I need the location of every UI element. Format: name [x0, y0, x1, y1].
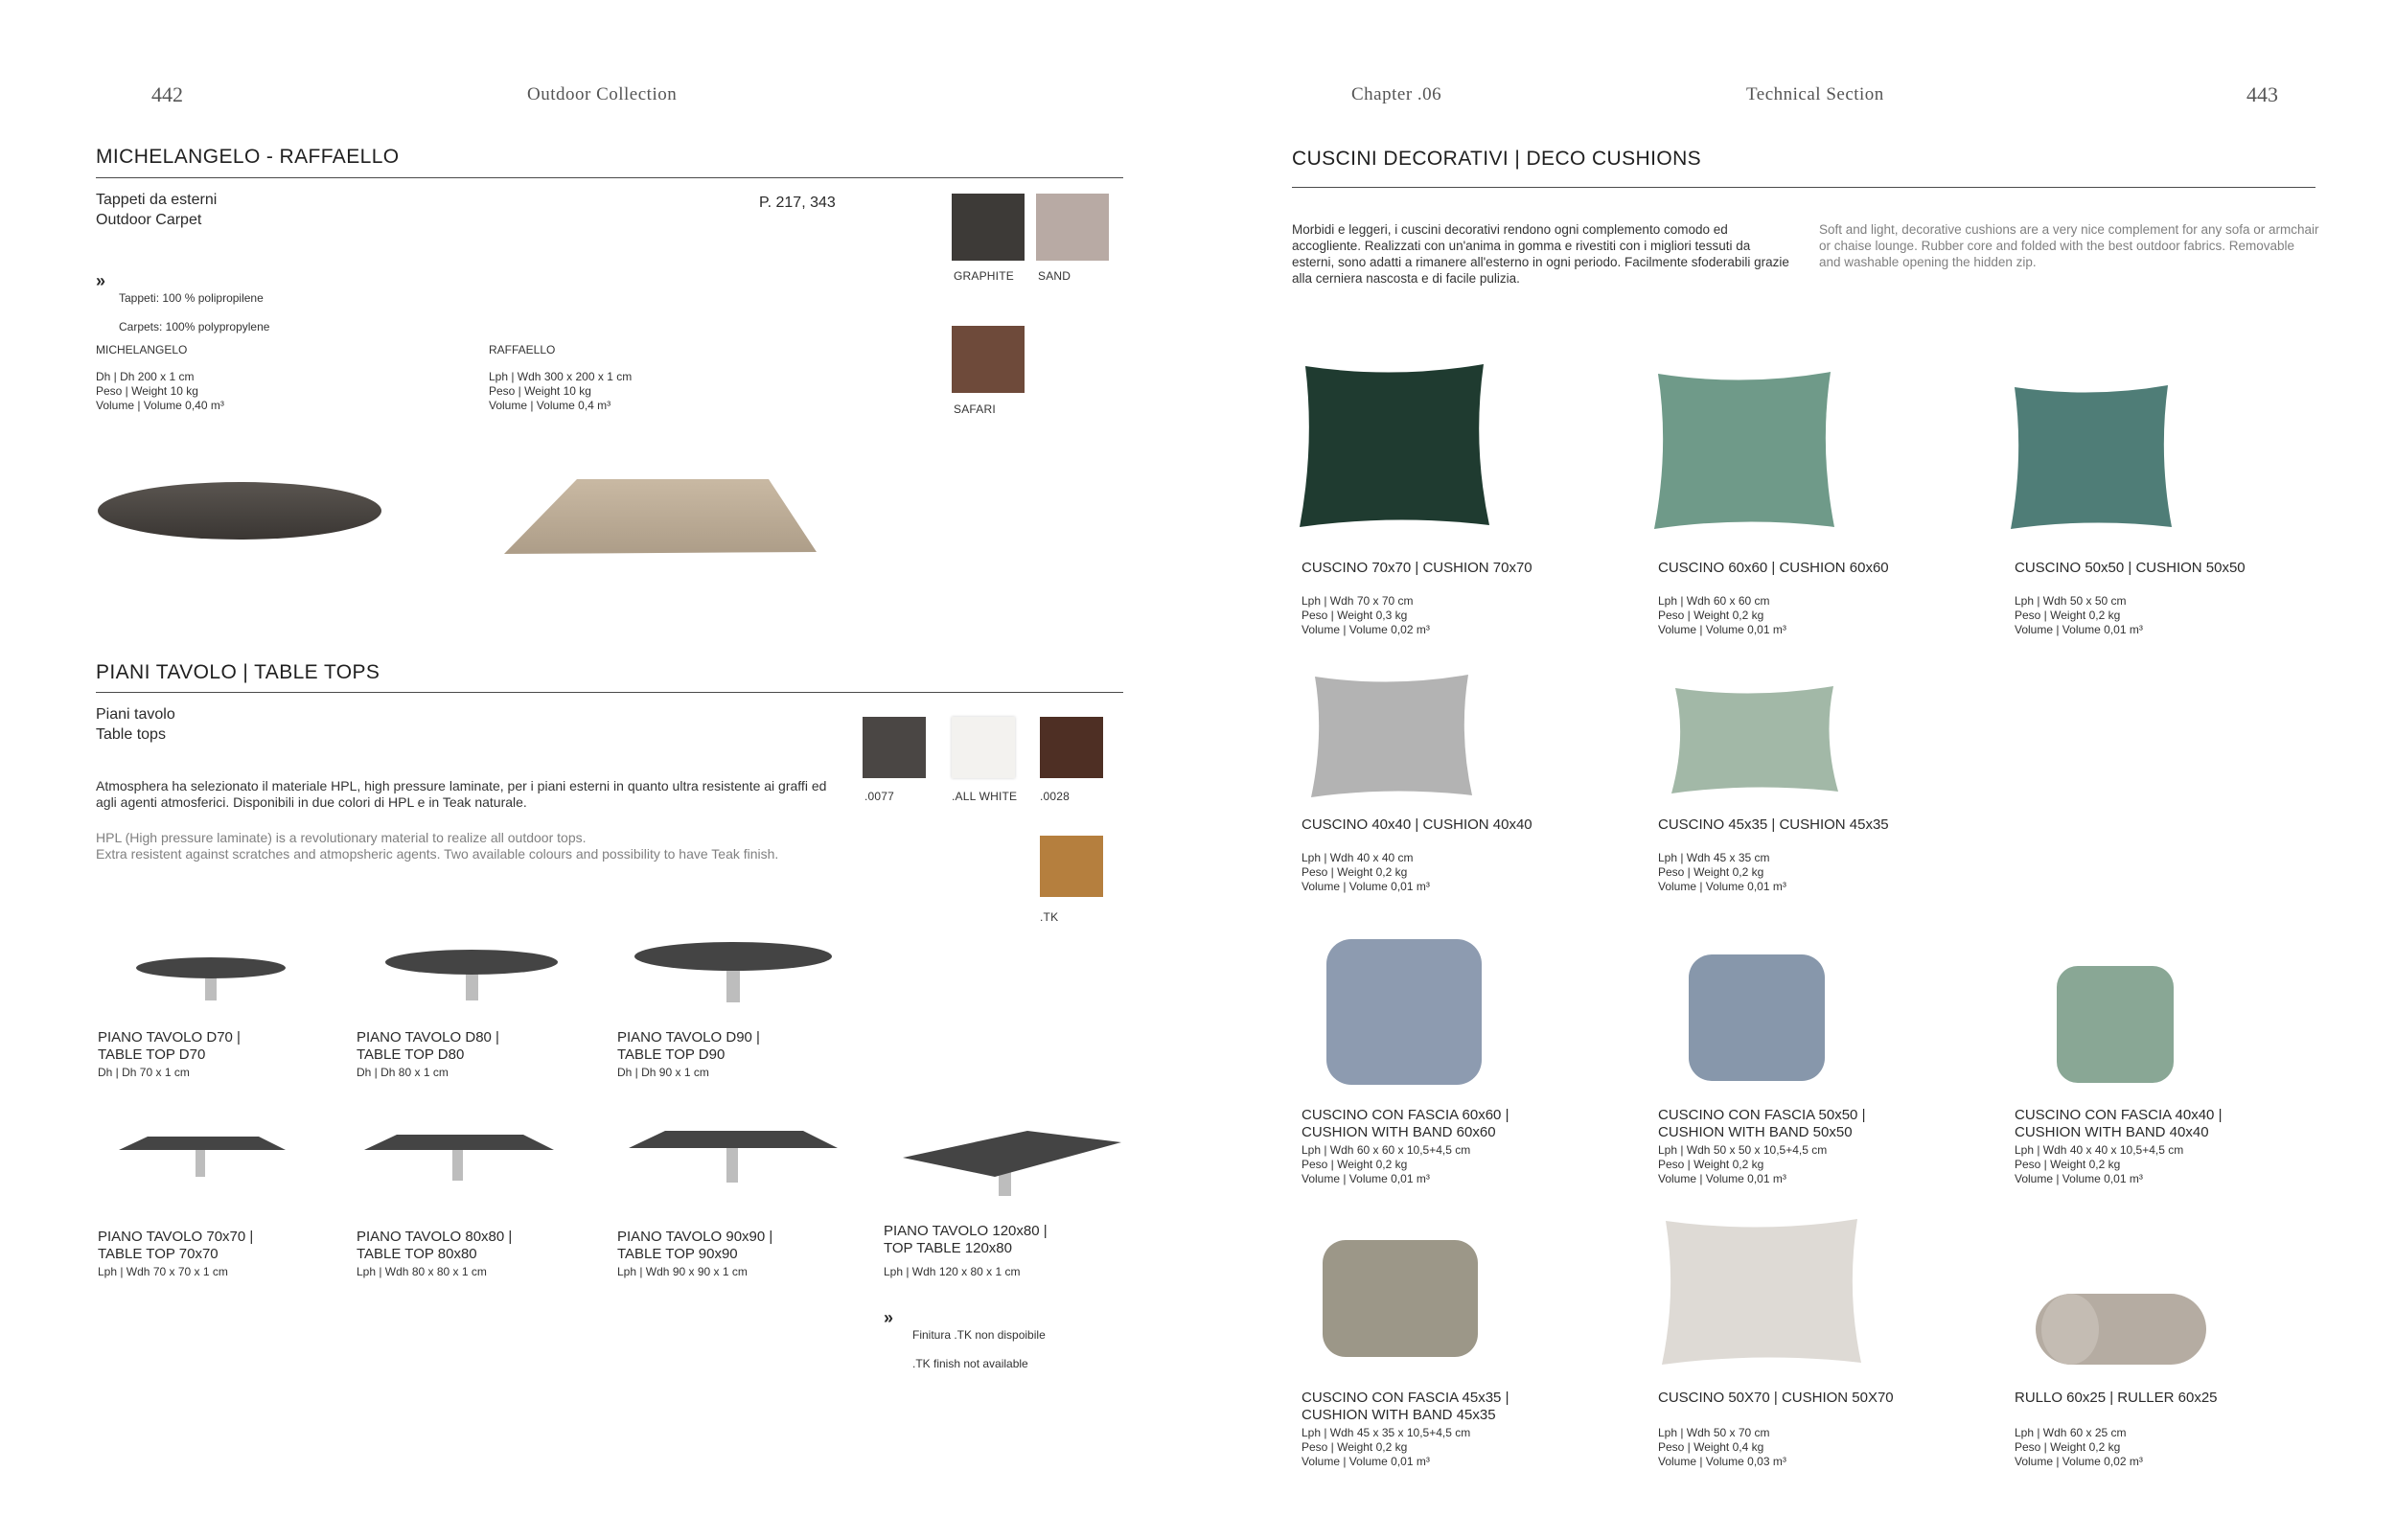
tables-section-title: PIANI TAVOLO | TABLE TOPS: [96, 661, 380, 683]
table-top-90x90-image: [625, 1123, 841, 1192]
carpets-material: [119, 277, 269, 349]
swatch-graphite-label: GRAPHITE: [954, 269, 1014, 283]
cushion-band-50x50-specs: Lph | Wdh 50 x 50 x 10,5+4,5 cm Peso | Weight 0,2 kg Volume | Volume 0,01 m³: [1658, 1143, 1828, 1185]
table-top-d80-name: PIANO TAVOLO D80 | TABLE TOP D80: [357, 1029, 499, 1063]
table-top-d90-name: PIANO TAVOLO D90 | TABLE TOP D90: [617, 1029, 760, 1063]
raquo-icon: »: [884, 1308, 894, 1327]
cushion-40x40-image: [1305, 671, 1478, 800]
cushion-band-60x60-name: CUSCINO CON FASCIA 60x60 | CUSHION WITH BAND 60x60: [1302, 1107, 1509, 1140]
cushions-divider: [1292, 187, 2315, 188]
swatch-0077: [863, 717, 926, 778]
carpets-section-title: MICHELANGELO - RAFFAELLO: [96, 146, 400, 168]
cushion-50x70-image: [1656, 1215, 1867, 1368]
table-top-120x80-image: [884, 1129, 1123, 1206]
tables-subtitle-en: Table tops: [96, 726, 166, 743]
cushion-50x50-name: CUSCINO 50x50 | CUSHION 50x50: [2015, 560, 2246, 576]
table-top-d90-specs: Dh | Dh 90 x 1 cm: [617, 1066, 709, 1079]
table-top-d90-image: [633, 933, 834, 1010]
cushion-60x60-image: [1648, 366, 1840, 534]
cushion-60x60-name: CUSCINO 60x60 | CUSHION 60x60: [1658, 560, 1889, 576]
carpets-material-it: Tappeti: 100 % polipropilene: [119, 291, 264, 305]
cushion-50x70-name: CUSCINO 50X70 | CUSHION 50X70: [1658, 1390, 1894, 1406]
table-top-70x70-image: [115, 1129, 288, 1186]
swatch-all-white-label: .ALL WHITE: [952, 790, 1018, 803]
table-top-120x80-name: PIANO TAVOLO 120x80 | TOP TABLE 120x80: [884, 1223, 1048, 1256]
tables-description-en-1: HPL (High pressure laminate) is a revolutionary material to realize all outdoor tops.: [96, 830, 587, 845]
cushion-45x35-name: CUSCINO 45x35 | CUSHION 45x35: [1658, 816, 1889, 833]
tables-description-en-2: Extra resistent against scratches and atmopsheric agents. Two available colours and possibility to have Teak finish.: [96, 846, 779, 862]
chapter-label: Chapter .06: [1351, 84, 1442, 104]
cushion-band-50x50-image: [1685, 951, 1829, 1085]
cushion-band-45x35-specs: Lph | Wdh 45 x 35 x 10,5+4,5 cm Peso | Weight 0,2 kg Volume | Volume 0,01 m³: [1302, 1426, 1471, 1468]
cushion-45x35-image: [1666, 682, 1843, 795]
cushion-50x70-specs: Lph | Wdh 50 x 70 cm Peso | Weight 0,4 kg Volume | Volume 0,03 m³: [1658, 1426, 1786, 1468]
cushions-description-en: Soft and light, decorative cushions are a very nice complement for any sofa or armchair or chaise lounge. Rubber core and folded with the best outdoor fabrics. Removable and washable opening the hidden zip.: [1819, 222, 2319, 269]
table-top-80x80-image: [360, 1127, 557, 1190]
raffaello-name: RAFFAELLO: [489, 343, 556, 356]
carpets-subtitle-it: Tappeti da esterni: [96, 192, 218, 208]
tables-divider: [96, 692, 1123, 693]
table-top-d70-specs: Dh | Dh 70 x 1 cm: [98, 1066, 190, 1079]
cushion-70x70-name: CUSCINO 70x70 | CUSHION 70x70: [1302, 560, 1532, 576]
swatch-sand: [1036, 194, 1109, 261]
carpets-subtitle: [96, 190, 217, 230]
table-top-d80-specs: Dh | Dh 80 x 1 cm: [357, 1066, 449, 1079]
cushion-60x60-specs: Lph | Wdh 60 x 60 cm Peso | Weight 0,2 kg Volume | Volume 0,01 m³: [1658, 594, 1786, 636]
tk-finish-note-it: Finitura .TK non dispoibile: [912, 1328, 1046, 1342]
raquo-icon: »: [96, 271, 106, 290]
swatch-all-white: [952, 717, 1015, 778]
cushion-band-45x35-image: [1319, 1236, 1482, 1361]
table-top-80x80-name: PIANO TAVOLO 80x80 | TABLE TOP 80x80: [357, 1229, 513, 1262]
table-top-d70-name: PIANO TAVOLO D70 | TABLE TOP D70: [98, 1029, 241, 1063]
cushion-40x40-specs: Lph | Wdh 40 x 40 cm Peso | Weight 0,2 kg Volume | Volume 0,01 m³: [1302, 851, 1430, 893]
raffaello-carpet-image: [498, 475, 819, 562]
cushion-50x50-specs: Lph | Wdh 50 x 50 cm Peso | Weight 0,2 kg Volume | Volume 0,01 m³: [2015, 594, 2143, 636]
michelangelo-name: MICHELANGELO: [96, 343, 188, 356]
cushion-band-40x40-name: CUSCINO CON FASCIA 40x40 | CUSHION WITH BAND 40x40: [2015, 1107, 2223, 1140]
tk-finish-note-en: .TK finish not available: [912, 1357, 1028, 1370]
tables-description-en: [96, 830, 863, 862]
swatch-safari: [952, 326, 1025, 393]
swatch-0077-label: .0077: [864, 790, 895, 803]
tables-description-it: Atmosphera ha selezionato il materiale HPL, high pressure laminate, per i piani esterni in quanto ultra resistente ai graffi ed agli agenti atmosferici. Disponibili in due colori di HPL e in Teak naturale.: [96, 778, 827, 810]
tk-finish-note: [912, 1314, 1046, 1386]
michelangelo-carpet-image: [96, 477, 383, 544]
cushion-band-40x40-specs: Lph | Wdh 40 x 40 x 10,5+4,5 cm Peso | Weight 0,2 kg Volume | Volume 0,01 m³: [2015, 1143, 2184, 1185]
carpets-material-en: Carpets: 100% polypropylene: [119, 320, 270, 333]
michelangelo-specs: Dh | Dh 200 x 1 cm Peso | Weight 10 kg Volume | Volume 0,40 m³: [96, 370, 224, 412]
left-page-number: 442: [151, 82, 183, 106]
swatch-sand-label: SAND: [1038, 269, 1071, 283]
table-top-70x70-name: PIANO TAVOLO 70x70 | TABLE TOP 70x70: [98, 1229, 254, 1262]
ruller-60x25-name: RULLO 60x25 | RULLER 60x25: [2015, 1390, 2218, 1406]
carpets-subtitle-en: Outdoor Carpet: [96, 212, 202, 228]
ruller-60x25-image: [2030, 1284, 2212, 1370]
cushion-50x50-image: [2005, 379, 2177, 533]
right-header-title: Technical Section: [1746, 84, 1884, 104]
swatch-0028-label: .0028: [1040, 790, 1071, 803]
table-top-90x90-name: PIANO TAVOLO 90x90 | TABLE TOP 90x90: [617, 1229, 773, 1262]
cushion-band-45x35-name: CUSCINO CON FASCIA 45x35 | CUSHION WITH BAND 45x35: [1302, 1390, 1509, 1423]
swatch-tk: [1040, 836, 1103, 897]
swatch-tk-label: .TK: [1040, 910, 1059, 924]
tables-subtitle: [96, 704, 175, 745]
table-top-70x70-specs: Lph | Wdh 70 x 70 x 1 cm: [98, 1265, 228, 1278]
table-top-d70-image: [134, 949, 288, 1006]
table-top-80x80-specs: Lph | Wdh 80 x 80 x 1 cm: [357, 1265, 487, 1278]
cushion-band-40x40-image: [2053, 962, 2177, 1087]
cushion-band-60x60-image: [1323, 935, 1486, 1089]
cushions-description-it: Morbidi e leggeri, i cuscini decorativi rendono ogni complemento comodo ed accogliente. Realizzati con un'anima in gomma e rivestiti con i migliori tessuti da esterni, sono adatti a rimanere all'esterno in ogni periodo. Facilmente sfoderabili grazie alla cerniera nascosta e di facile pulizia.: [1292, 222, 1789, 286]
left-header-title: Outdoor Collection: [527, 84, 678, 104]
cushion-40x40-name: CUSCINO 40x40 | CUSHION 40x40: [1302, 816, 1532, 833]
cushions-section-title: CUSCINI DECORATIVI | DECO CUSHIONS: [1292, 148, 1702, 170]
swatch-graphite: [952, 194, 1025, 261]
table-top-d80-image: [383, 941, 561, 1008]
tables-subtitle-it: Piani tavolo: [96, 706, 175, 723]
cushion-70x70-image: [1294, 356, 1495, 534]
cushion-45x35-specs: Lph | Wdh 45 x 35 cm Peso | Weight 0,2 kg Volume | Volume 0,01 m³: [1658, 851, 1786, 893]
carpets-page-ref: P. 217, 343: [759, 195, 836, 211]
cushion-band-60x60-specs: Lph | Wdh 60 x 60 x 10,5+4,5 cm Peso | Weight 0,2 kg Volume | Volume 0,01 m³: [1302, 1143, 1471, 1185]
swatch-0028: [1040, 717, 1103, 778]
cushion-band-50x50-name: CUSCINO CON FASCIA 50x50 | CUSHION WITH BAND 50x50: [1658, 1107, 1866, 1140]
ruller-60x25-specs: Lph | Wdh 60 x 25 cm Peso | Weight 0,2 kg Volume | Volume 0,02 m³: [2015, 1426, 2143, 1468]
right-page-number: 443: [2246, 82, 2278, 106]
cushion-70x70-specs: Lph | Wdh 70 x 70 cm Peso | Weight 0,3 kg Volume | Volume 0,02 m³: [1302, 594, 1430, 636]
carpets-divider: [96, 177, 1123, 178]
raffaello-specs: Lph | Wdh 300 x 200 x 1 cm Peso | Weight 10 kg Volume | Volume 0,4 m³: [489, 370, 633, 412]
table-top-120x80-specs: Lph | Wdh 120 x 80 x 1 cm: [884, 1265, 1021, 1278]
table-top-90x90-specs: Lph | Wdh 90 x 90 x 1 cm: [617, 1265, 748, 1278]
swatch-safari-label: SAFARI: [954, 402, 996, 416]
